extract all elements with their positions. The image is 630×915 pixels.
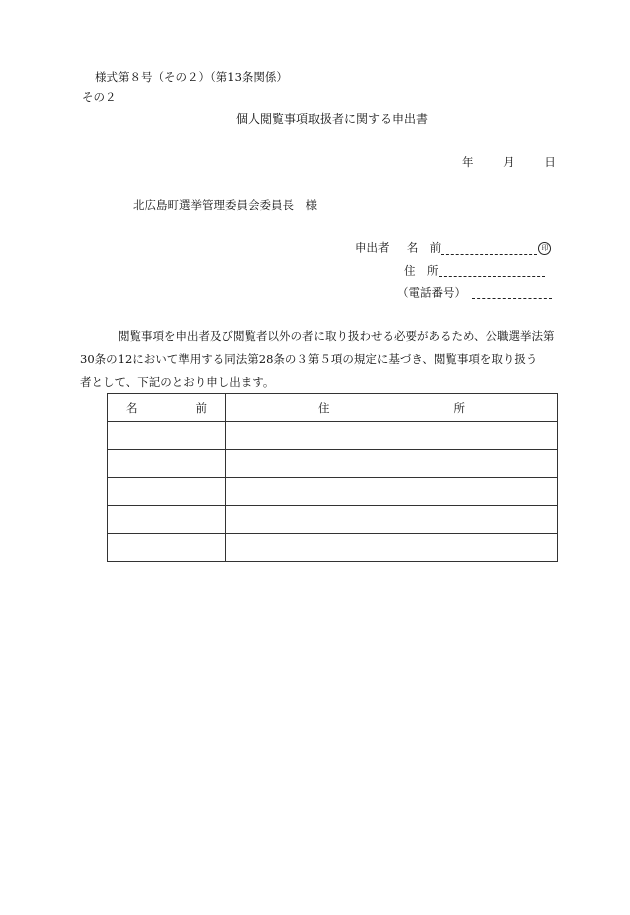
date-line: [462, 157, 556, 169]
address-cell[interactable]: [226, 478, 558, 506]
body-line-3: 者として、下記のとおり申し出ます。: [80, 375, 275, 389]
seal-mark: 印: [538, 242, 551, 255]
name-field[interactable]: [441, 242, 537, 255]
name-label: 名 前: [406, 240, 442, 255]
address-cell[interactable]: [226, 506, 558, 534]
header-name: 名 前: [108, 394, 226, 422]
phone-field[interactable]: [472, 286, 552, 299]
address-cell[interactable]: [226, 534, 558, 562]
day-label: 日: [544, 155, 556, 169]
name-cell[interactable]: [108, 534, 226, 562]
address-cell[interactable]: [226, 450, 558, 478]
year-label: 年: [462, 155, 474, 169]
phone-label: （電話番号）: [397, 285, 466, 300]
document-title: 個人閲覧事項取扱者に関する申出書: [236, 112, 429, 126]
applicant-heading: 申出者: [355, 240, 390, 255]
form-number: 様式第８号（その２）（第13条関係）: [95, 70, 288, 84]
body-line-2: 30条の12において準用する同法第28条の３第５項の規定に基づき、閲覧事項を取り扱う: [80, 352, 538, 366]
handler-table: [107, 393, 558, 562]
name-cell[interactable]: [108, 422, 226, 450]
month-label: 月: [503, 155, 515, 169]
table-row: [108, 478, 558, 506]
address-cell[interactable]: [226, 422, 558, 450]
table-row: [108, 506, 558, 534]
body-text: [80, 325, 576, 394]
address-label: 住 所: [404, 263, 439, 278]
table-header-row: [108, 394, 558, 422]
addressee: 北広島町選挙管理委員会委員長 様: [133, 198, 317, 212]
table-row: [108, 534, 558, 562]
address-field[interactable]: [439, 264, 545, 277]
name-cell[interactable]: [108, 450, 226, 478]
form-sub-number: その２: [82, 90, 117, 104]
header-address: 住 所: [226, 394, 558, 422]
name-cell[interactable]: [108, 478, 226, 506]
body-line-1: 閲覧事項を申出者及び閲覧者以外の者に取り扱わせる必要があるため、公職選挙法第: [118, 329, 555, 343]
name-cell[interactable]: [108, 506, 226, 534]
table-row: [108, 422, 558, 450]
table-row: [108, 450, 558, 478]
